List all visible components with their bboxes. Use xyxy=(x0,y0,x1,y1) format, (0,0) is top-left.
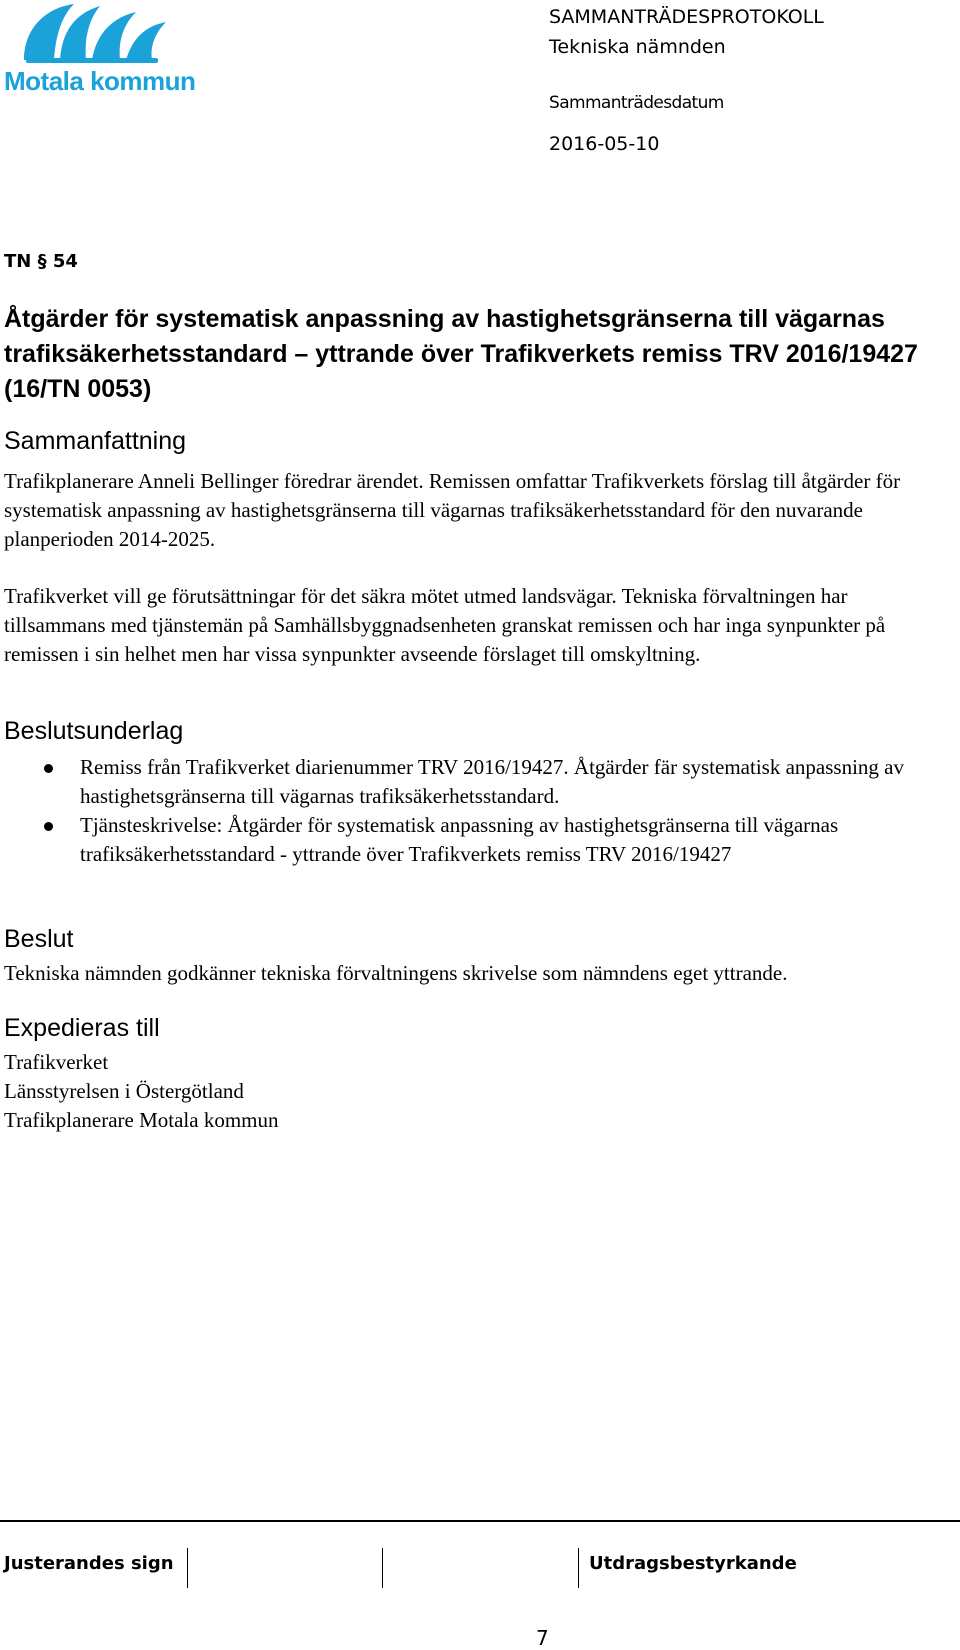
meeting-date-label: Sammanträdesdatum xyxy=(549,93,724,113)
distribution-heading: Expedieras till xyxy=(4,1014,160,1042)
org-name: Motala kommun xyxy=(4,66,196,96)
list-item xyxy=(44,753,944,811)
bullet-icon xyxy=(44,764,53,773)
list-item xyxy=(44,811,944,869)
summary-paragraph-2: Trafikverket vill ge förutsättningar för det säkra mötet utmed landsvägar. Tekniska förvaltningen har tillsammans med tjänstemän på Samhällsbyggnadsenheten granskat remissen och har inga synpunkter på remissen i sin helhet men har vissa synpunkter avseende förslaget till omskyltning. xyxy=(4,584,886,666)
footer-divider xyxy=(0,1520,960,1522)
recipient: Trafikplanerare Motala kommun xyxy=(4,1108,279,1132)
recipient: Länsstyrelsen i Östergötland xyxy=(4,1079,244,1103)
summary-paragraph-1: Trafikplanerare Anneli Bellinger föredrar ärendet. Remissen omfattar Trafikverkets förslag till åtgärder för systematisk anpassning av hastighetsgränserna till vägarnas trafiksäkerhetsstandard för den nuvarande planperioden 2014-2025. xyxy=(4,469,901,551)
basis-heading: Beslutsunderlag xyxy=(4,717,184,745)
document-type: SAMMANTRÄDESPROTOKOLL xyxy=(549,6,824,28)
bullet-icon xyxy=(44,822,53,831)
sign-label: Justerandes sign xyxy=(4,1553,174,1574)
recipient-list xyxy=(4,1048,279,1135)
paragraph-number: TN § 54 xyxy=(4,251,78,272)
document-title: Åtgärder för systematisk anpassning av hastighetsgränserna till vägarnas trafiksäkerhetsstandard – yttrande över Trafikverkets remiss TRV 2016/19427 (16/TN 0053) xyxy=(4,305,918,403)
extract-label: Utdragsbestyrkande xyxy=(589,1553,797,1574)
decision-text: Tekniska nämnden godkänner tekniska förvaltningens skrivelse som nämndens eget yttrande. xyxy=(4,961,788,985)
signature-box-divider xyxy=(578,1548,579,1588)
signature-box-divider xyxy=(382,1548,383,1588)
summary-heading: Sammanfattning xyxy=(4,427,187,455)
committee-name: Tekniska nämnden xyxy=(549,36,726,58)
signature-box-divider xyxy=(187,1548,188,1588)
basis-list xyxy=(44,753,944,869)
decision-heading: Beslut xyxy=(4,925,74,953)
recipient: Trafikverket xyxy=(4,1050,109,1074)
page-number: 7 xyxy=(536,1626,549,1650)
list-item-text: Tjänsteskrivelse: Åtgärder för systematisk anpassning av hastighetsgränserna till vägarnas trafiksäkerhetsstandard - yttrande över Trafikverkets remiss TRV 2016/19427 xyxy=(80,813,839,866)
swan-logo-icon xyxy=(4,0,180,70)
list-item-text: Remiss från Trafikverket diarienummer TRV 2016/19427. Åtgärder fär systematisk anpassning av hastighetsgränserna till vägarnas trafiksäkerhetsstandard. xyxy=(80,755,904,808)
meeting-date: 2016-05-10 xyxy=(549,133,660,155)
